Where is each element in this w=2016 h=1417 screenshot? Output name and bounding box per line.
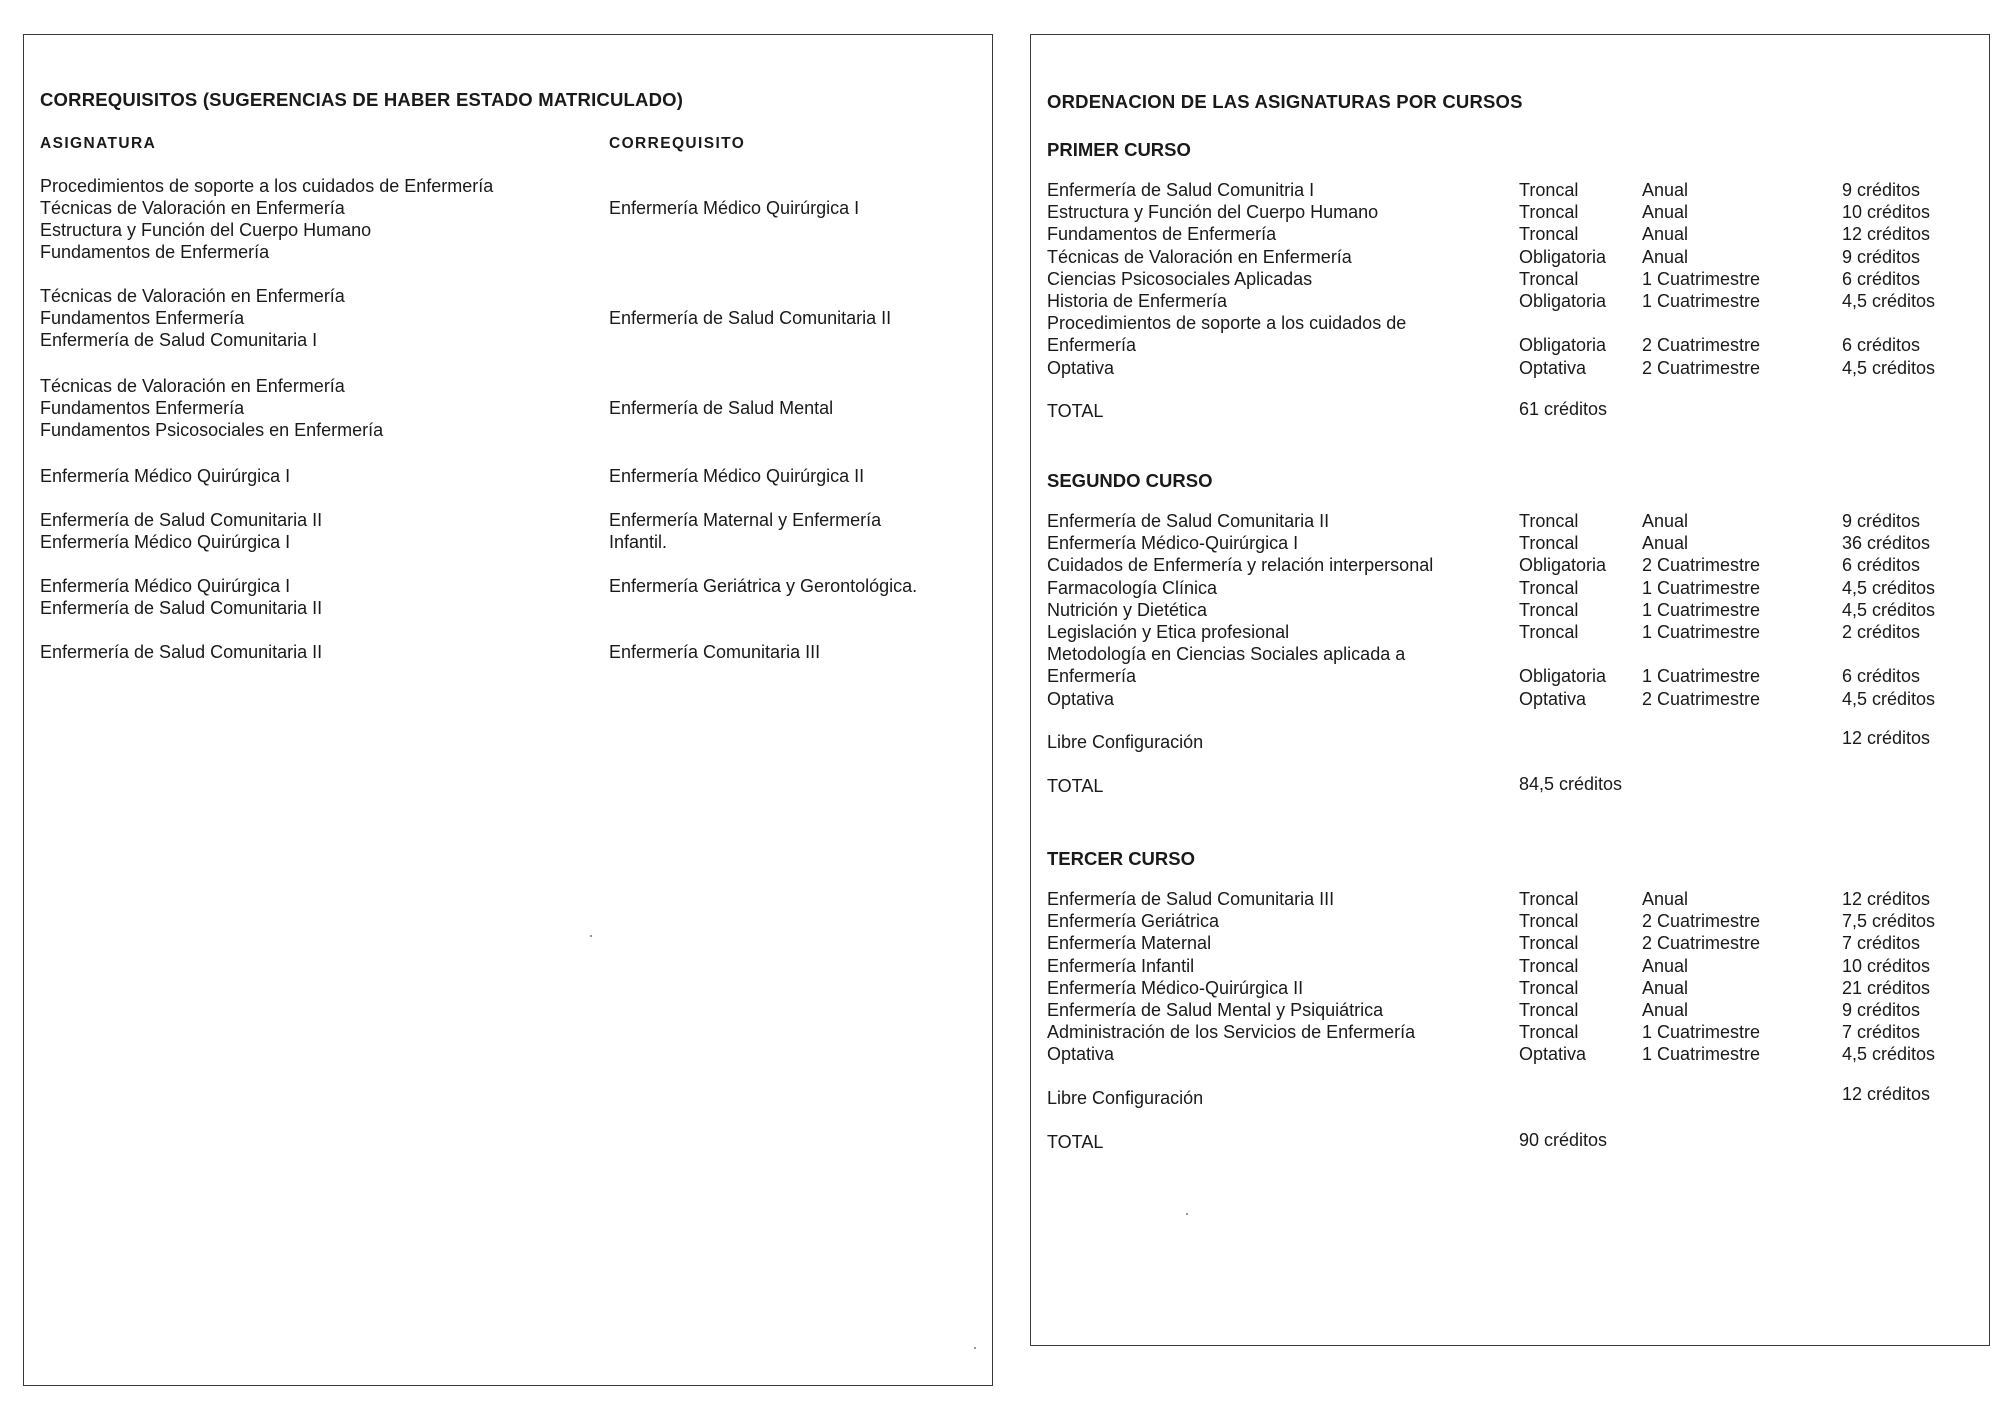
scan-speck bbox=[974, 1347, 976, 1349]
course-type: Troncal bbox=[1519, 977, 1579, 998]
course-type: Troncal bbox=[1519, 180, 1579, 200]
course-row bbox=[1047, 621, 1967, 643]
course-duration: Anual bbox=[1642, 889, 1689, 909]
course-table bbox=[1047, 510, 1967, 710]
course-duration: Anual bbox=[1642, 955, 1689, 976]
course-name: Metodología en Ciencias Sociales aplicada a bbox=[1047, 644, 1406, 665]
subject-line: Enfermería Médico Quirúrgica I bbox=[40, 576, 291, 596]
course-credits: 4,5 créditos bbox=[1842, 688, 1936, 709]
course-table bbox=[1047, 179, 1967, 379]
course-duration: 2 Cuatrimestre bbox=[1642, 335, 1761, 356]
course-type: Obligatoria bbox=[1519, 555, 1607, 576]
corequisite-line: Enfermería Comunitaria III bbox=[609, 642, 821, 662]
course-name: Optativa bbox=[1047, 688, 1115, 709]
course-ordering-panel bbox=[1030, 34, 1990, 1346]
course-type: Troncal bbox=[1519, 621, 1579, 642]
course-name: Fundamentos de Enfermería bbox=[1047, 224, 1277, 245]
course-row bbox=[1047, 1021, 1967, 1043]
corequisites-panel bbox=[23, 34, 993, 1386]
course-credits: 4,5 créditos bbox=[1842, 357, 1936, 378]
course-credits: 4,5 créditos bbox=[1842, 1044, 1936, 1065]
course-name: Enfermería de Salud Comunitaria III bbox=[1047, 889, 1335, 909]
course-type: Troncal bbox=[1519, 889, 1579, 909]
subject-line: Enfermería de Salud Comunitaria I bbox=[40, 330, 318, 350]
course-credits: 10 créditos bbox=[1842, 955, 1931, 976]
course-name: Enfermería de Salud Comunitaria II bbox=[1047, 511, 1330, 531]
course-name: Enfermería de Salud Mental y Psiquiátrica bbox=[1047, 999, 1384, 1020]
course-row bbox=[1047, 932, 1967, 954]
course-row bbox=[1047, 223, 1967, 245]
course-name: Enfermería bbox=[1047, 335, 1137, 356]
corequisite-line: Enfermería Médico Quirúrgica I bbox=[609, 198, 860, 218]
course-credits: 2 créditos bbox=[1842, 621, 1921, 642]
course-credits: 9 créditos bbox=[1842, 180, 1921, 200]
course-type: Troncal bbox=[1519, 202, 1579, 223]
course-credits: 9 créditos bbox=[1842, 511, 1921, 531]
course-table bbox=[1047, 888, 1967, 1066]
subject-line: Técnicas de Valoración en Enfermería bbox=[40, 376, 345, 396]
corequisite-column-header: CORREQUISITO bbox=[609, 135, 746, 152]
course-duration: 2 Cuatrimestre bbox=[1642, 555, 1761, 576]
course-duration: Anual bbox=[1642, 999, 1689, 1020]
course-name: Historia de Enfermería bbox=[1047, 290, 1228, 311]
subject-line: Enfermería de Salud Comunitaria II bbox=[40, 598, 323, 618]
course-type: Obligatoria bbox=[1519, 290, 1607, 311]
total-credits: 61 créditos bbox=[1519, 398, 1608, 419]
course-type: Optativa bbox=[1519, 357, 1587, 378]
course-type: Obligatoria bbox=[1519, 246, 1607, 267]
subject-line: Estructura y Función del Cuerpo Humano bbox=[40, 220, 372, 240]
course-name: Ciencias Psicosociales Aplicadas bbox=[1047, 268, 1313, 289]
course-credits: 7 créditos bbox=[1842, 1022, 1921, 1043]
course-duration: 1 Cuatrimestre bbox=[1642, 290, 1761, 311]
subject-line: Fundamentos Enfermería bbox=[40, 398, 245, 418]
course-type: Optativa bbox=[1519, 688, 1587, 709]
course-row bbox=[1047, 312, 1967, 334]
course-credits: 21 créditos bbox=[1842, 977, 1931, 998]
course-credits: 9 créditos bbox=[1842, 999, 1921, 1020]
corequisite-line: Infantil. bbox=[609, 532, 668, 552]
free-configuration-row bbox=[1047, 1083, 1947, 1110]
subject-line: Fundamentos Psicosociales en Enfermería bbox=[40, 420, 384, 440]
course-row bbox=[1047, 357, 1967, 379]
total-credits: 90 créditos bbox=[1519, 1129, 1608, 1150]
course-name: Enfermería Infantil bbox=[1047, 955, 1195, 976]
course-name: Enfermería Médico-Quirúrgica II bbox=[1047, 977, 1304, 998]
course-row bbox=[1047, 1043, 1967, 1065]
course-duration: 1 Cuatrimestre bbox=[1642, 268, 1761, 289]
course-duration: 1 Cuatrimestre bbox=[1642, 621, 1761, 642]
scan-speck bbox=[590, 935, 592, 937]
subject-line: Fundamentos Enfermería bbox=[40, 308, 245, 328]
course-name: Optativa bbox=[1047, 357, 1115, 378]
course-section-title: TERCER CURSO bbox=[1047, 848, 1196, 869]
course-duration: Anual bbox=[1642, 202, 1689, 223]
course-credits: 10 créditos bbox=[1842, 202, 1931, 223]
course-name: Nutrición y Dietética bbox=[1047, 599, 1208, 620]
course-section-title: PRIMER CURSO bbox=[1047, 139, 1191, 160]
subject-line: Técnicas de Valoración en Enfermería bbox=[40, 286, 345, 306]
course-duration: 2 Cuatrimestre bbox=[1642, 911, 1761, 932]
course-duration: Anual bbox=[1642, 224, 1689, 245]
course-name: Procedimientos de soporte a los cuidados de bbox=[1047, 313, 1407, 334]
course-row bbox=[1047, 665, 1967, 687]
free-configuration-label: Libre Configuración bbox=[1047, 731, 1204, 752]
course-row bbox=[1047, 999, 1967, 1021]
subject-line: Técnicas de Valoración en Enfermería bbox=[40, 198, 345, 218]
course-row bbox=[1047, 179, 1967, 201]
course-duration: 2 Cuatrimestre bbox=[1642, 357, 1761, 378]
course-type: Troncal bbox=[1519, 955, 1579, 976]
total-row bbox=[1047, 1129, 1947, 1154]
free-configuration-row bbox=[1047, 727, 1947, 754]
course-name: Técnicas de Valoración en Enfermería bbox=[1047, 246, 1352, 267]
course-row bbox=[1047, 688, 1967, 710]
course-credits: 7,5 créditos bbox=[1842, 911, 1936, 932]
course-duration: 2 Cuatrimestre bbox=[1642, 933, 1761, 954]
course-row bbox=[1047, 532, 1967, 554]
free-configuration-credits: 12 créditos bbox=[1842, 1083, 1931, 1104]
subject-line: Fundamentos de Enfermería bbox=[40, 242, 270, 262]
course-duration: Anual bbox=[1642, 977, 1689, 998]
course-row bbox=[1047, 977, 1967, 999]
course-credits: 12 créditos bbox=[1842, 889, 1931, 909]
course-name: Optativa bbox=[1047, 1044, 1115, 1065]
course-row bbox=[1047, 268, 1967, 290]
corequisite-line: Enfermería Maternal y Enfermería bbox=[609, 510, 882, 530]
course-credits: 7 créditos bbox=[1842, 933, 1921, 954]
course-credits: 12 créditos bbox=[1842, 224, 1931, 245]
course-name: Administración de los Servicios de Enfermería bbox=[1047, 1022, 1416, 1043]
course-row bbox=[1047, 246, 1967, 268]
course-row bbox=[1047, 577, 1967, 599]
course-row bbox=[1047, 554, 1967, 576]
course-type: Troncal bbox=[1519, 268, 1579, 289]
subject-line: Enfermería de Salud Comunitaria II bbox=[40, 510, 323, 530]
course-name: Enfermería bbox=[1047, 666, 1137, 687]
course-type: Optativa bbox=[1519, 1044, 1587, 1065]
free-configuration-label: Libre Configuración bbox=[1047, 1087, 1204, 1108]
course-duration: 1 Cuatrimestre bbox=[1642, 1022, 1761, 1043]
course-duration: Anual bbox=[1642, 246, 1689, 267]
course-type: Troncal bbox=[1519, 224, 1579, 245]
course-credits: 9 créditos bbox=[1842, 246, 1921, 267]
course-type: Troncal bbox=[1519, 911, 1579, 932]
course-credits: 6 créditos bbox=[1842, 335, 1921, 356]
subject-line: Procedimientos de soporte a los cuidados de Enfermería bbox=[40, 176, 494, 196]
corequisite-line: Enfermería Geriátrica y Gerontológica. bbox=[609, 576, 918, 596]
course-name: Farmacología Clínica bbox=[1047, 577, 1218, 598]
course-type: Troncal bbox=[1519, 1022, 1579, 1043]
course-duration: 1 Cuatrimestre bbox=[1642, 599, 1761, 620]
course-credits: 4,5 créditos bbox=[1842, 290, 1936, 311]
total-credits: 84,5 créditos bbox=[1519, 773, 1623, 794]
course-row bbox=[1047, 201, 1967, 223]
course-duration: Anual bbox=[1642, 511, 1689, 531]
course-name: Estructura y Función del Cuerpo Humano bbox=[1047, 202, 1379, 223]
course-name: Enfermería Geriátrica bbox=[1047, 911, 1220, 932]
corequisite-line: Enfermería de Salud Mental bbox=[609, 398, 834, 418]
course-credits: 36 créditos bbox=[1842, 533, 1931, 554]
course-name: Enfermería Maternal bbox=[1047, 933, 1212, 954]
corequisites-heading: CORREQUISITOS (SUGERENCIAS DE HABER ESTADO MATRICULADO) bbox=[40, 89, 684, 110]
total-label: TOTAL bbox=[1047, 775, 1104, 796]
course-type: Obligatoria bbox=[1519, 335, 1607, 356]
course-type: Troncal bbox=[1519, 999, 1579, 1020]
course-type: Obligatoria bbox=[1519, 666, 1607, 687]
course-type: Troncal bbox=[1519, 511, 1579, 531]
subject-line: Enfermería de Salud Comunitaria II bbox=[40, 642, 323, 662]
subject-line: Enfermería Médico Quirúrgica I bbox=[40, 466, 291, 486]
course-duration: 1 Cuatrimestre bbox=[1642, 666, 1761, 687]
course-row bbox=[1047, 290, 1967, 312]
course-credits: 4,5 créditos bbox=[1842, 577, 1936, 598]
course-duration: 2 Cuatrimestre bbox=[1642, 688, 1761, 709]
course-row bbox=[1047, 334, 1967, 356]
course-credits: 4,5 créditos bbox=[1842, 599, 1936, 620]
course-ordering-heading: ORDENACION DE LAS ASIGNATURAS POR CURSOS bbox=[1047, 91, 1523, 112]
scan-speck bbox=[1186, 1213, 1188, 1215]
course-duration: Anual bbox=[1642, 180, 1689, 200]
course-type: Troncal bbox=[1519, 577, 1579, 598]
course-section-title: SEGUNDO CURSO bbox=[1047, 470, 1213, 491]
course-type: Troncal bbox=[1519, 933, 1579, 954]
course-name: Legislación y Etica profesional bbox=[1047, 621, 1290, 642]
course-duration: 1 Cuatrimestre bbox=[1642, 577, 1761, 598]
total-label: TOTAL bbox=[1047, 400, 1104, 421]
total-row bbox=[1047, 398, 1947, 423]
course-type: Troncal bbox=[1519, 533, 1579, 554]
course-name: Enfermería Médico-Quirúrgica I bbox=[1047, 533, 1299, 554]
course-row bbox=[1047, 510, 1967, 532]
course-row bbox=[1047, 599, 1967, 621]
corequisite-line: Enfermería de Salud Comunitaria II bbox=[609, 308, 892, 328]
course-name: Cuidados de Enfermería y relación interpersonal bbox=[1047, 555, 1434, 576]
free-configuration-credits: 12 créditos bbox=[1842, 727, 1931, 748]
course-name: Enfermería de Salud Comunitria I bbox=[1047, 180, 1315, 200]
total-label: TOTAL bbox=[1047, 1131, 1104, 1152]
course-credits: 6 créditos bbox=[1842, 268, 1921, 289]
total-row bbox=[1047, 773, 1947, 798]
course-row bbox=[1047, 643, 1967, 665]
subject-column-header: ASIGNATURA bbox=[40, 135, 157, 152]
course-row bbox=[1047, 955, 1967, 977]
course-credits: 6 créditos bbox=[1842, 555, 1921, 576]
corequisite-line: Enfermería Médico Quirúrgica II bbox=[609, 466, 865, 486]
course-type: Troncal bbox=[1519, 599, 1579, 620]
subject-line: Enfermería Médico Quirúrgica I bbox=[40, 532, 291, 552]
course-row bbox=[1047, 910, 1967, 932]
course-row bbox=[1047, 888, 1967, 910]
course-duration: Anual bbox=[1642, 533, 1689, 554]
course-duration: 1 Cuatrimestre bbox=[1642, 1044, 1761, 1065]
course-credits: 6 créditos bbox=[1842, 666, 1921, 687]
